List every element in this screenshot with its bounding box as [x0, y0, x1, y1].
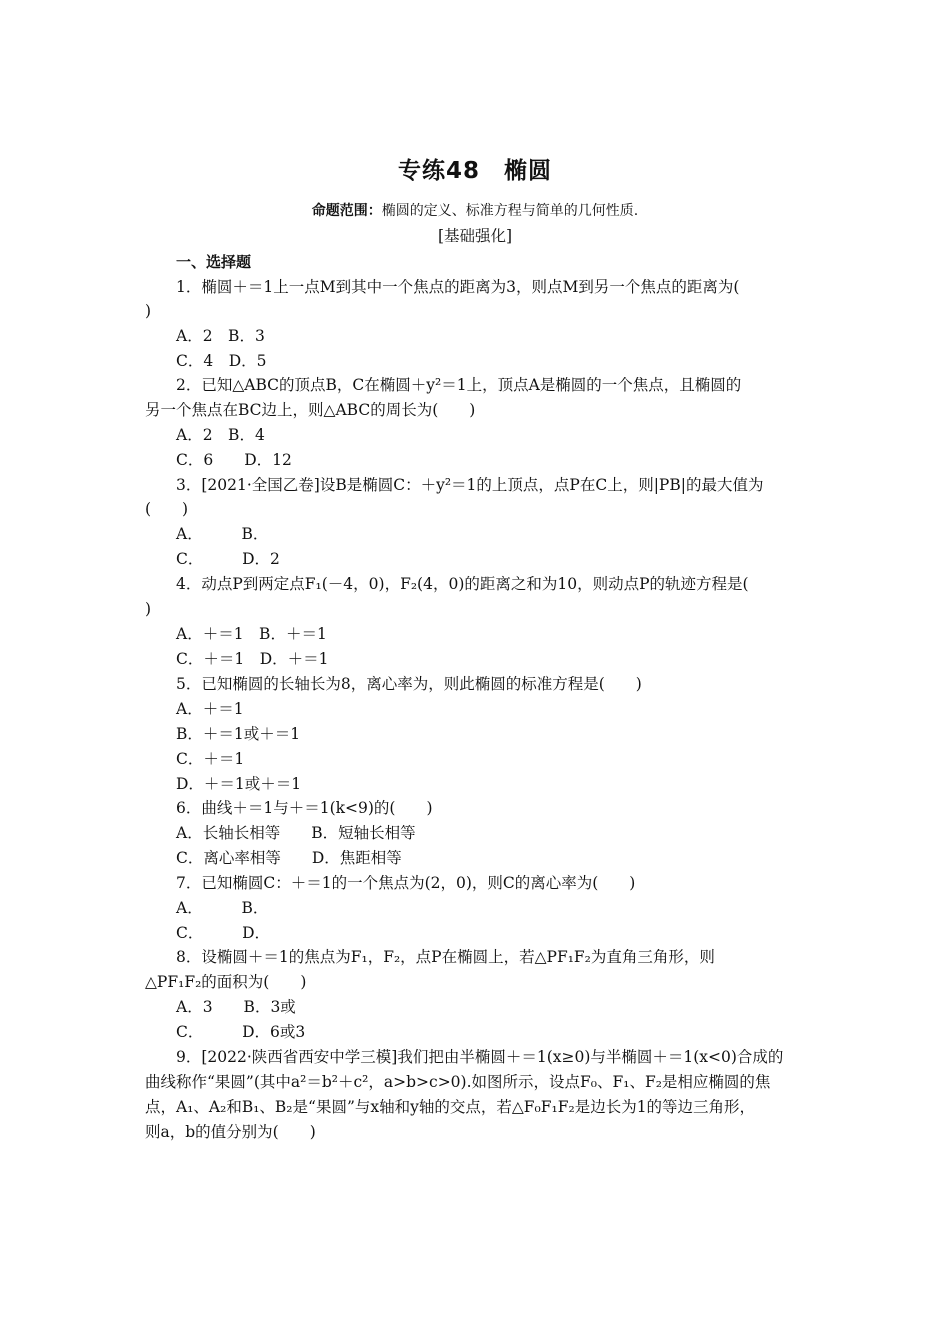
- question-3-options-2: C． D．2: [176, 550, 280, 568]
- scope-text: 椭圆的定义、标准方程与简单的几何性质.: [381, 203, 639, 219]
- section-heading: 一、选择题: [176, 253, 252, 271]
- question-1-options-2: C．4 D．5: [176, 352, 267, 370]
- question-6-line-1: 6．曲线＋＝1与＋＝1(k<9)的( ): [176, 799, 433, 817]
- question-8-line-2: △PF₁F₂的面积为( ): [145, 973, 307, 991]
- question-5-option-c: C．＋＝1: [176, 750, 245, 768]
- question-9-line-2: 曲线称作“果圆”(其中a²＝b²＋c²，a>b>c>0).如图所示，设点F₀、F₁、F₂是相应椭圆的焦: [145, 1073, 771, 1091]
- question-2-options-2: C．6 D．12: [176, 451, 292, 469]
- question-1-line-1: 1．椭圆＋＝1上一点M到其中一个焦点的距离为3，则点M到另一个焦点的距离为(: [176, 278, 740, 296]
- question-4-options-1: A．＋＝1 B．＋＝1: [176, 625, 327, 643]
- question-8-options-1: A．3 B．3或: [176, 998, 296, 1016]
- question-8-line-1: 8．设椭圆＋＝1的焦点为F₁，F₂，点P在椭圆上，若△PF₁F₂为直角三角形，则: [176, 948, 715, 966]
- question-4-line-1: 4．动点P到两定点F₁(－4，0)，F₂(4，0)的距离之和为10，则动点P的轨迹方程是(: [176, 575, 749, 593]
- question-3-line-1: 3．[2021·全国乙卷]设B是椭圆C：＋y²＝1的上顶点，点P在C上，则|PB|的最大值为: [176, 476, 764, 494]
- question-2-options-1: A．2 B．4: [176, 426, 265, 444]
- question-6-options-1: A．长轴长相等 B．短轴长相等: [176, 824, 416, 842]
- scope-line: [0, 199, 950, 222]
- question-3-options-1: A． B．: [176, 525, 269, 543]
- question-5-line-1: 5．已知椭圆的长轴长为8，离心率为，则此椭圆的标准方程是( ): [176, 675, 642, 693]
- question-5-option-a: A．＋＝1: [176, 700, 244, 718]
- question-7-options-2: C． D．: [176, 924, 271, 942]
- question-2-line-2: 另一个焦点在BC边上，则△ABC的周长为( ): [145, 401, 476, 419]
- question-4-line-2: ): [145, 600, 152, 618]
- question-1-line-2: ): [145, 302, 152, 320]
- scope-label: 命题范围：: [311, 203, 382, 219]
- page-title: 专练48 椭圆: [397, 158, 552, 184]
- question-9-line-1: 9．[2022·陕西省西安中学三模]我们把由半椭圆＋＝1(x≥0)与半椭圆＋＝1(x<0)合成的: [176, 1048, 784, 1066]
- subtitle: [基础强化]: [437, 227, 513, 245]
- question-3-line-2: ( ): [145, 500, 189, 518]
- question-8-options-2: C． D．6或3: [176, 1023, 306, 1041]
- question-7-options-1: A． B．: [176, 899, 269, 917]
- question-7-line-1: 7．已知椭圆C：＋＝1的一个焦点为(2，0)，则C的离心率为( ): [176, 874, 636, 892]
- question-9-line-3: 点，A₁、A₂和B₁、B₂是“果圆”与x轴和y轴的交点，若△F₀F₁F₂是边长为1的等边三角形，: [145, 1098, 756, 1116]
- question-2-line-1: 2．已知△ABC的顶点B，C在椭圆＋y²＝1上，顶点A是椭圆的一个焦点，且椭圆的: [176, 376, 742, 394]
- question-9-line-4: 则a，b的值分别为( ): [145, 1123, 316, 1141]
- question-6-options-2: C．离心率相等 D．焦距相等: [176, 849, 402, 867]
- question-5-option-b: B．＋＝1或＋＝1: [176, 725, 301, 743]
- question-1-options-1: A．2 B．3: [176, 327, 265, 345]
- question-4-options-2: C．＋＝1 D．＋＝1: [176, 650, 329, 668]
- question-5-option-d: D．＋＝1或＋＝1: [176, 775, 302, 793]
